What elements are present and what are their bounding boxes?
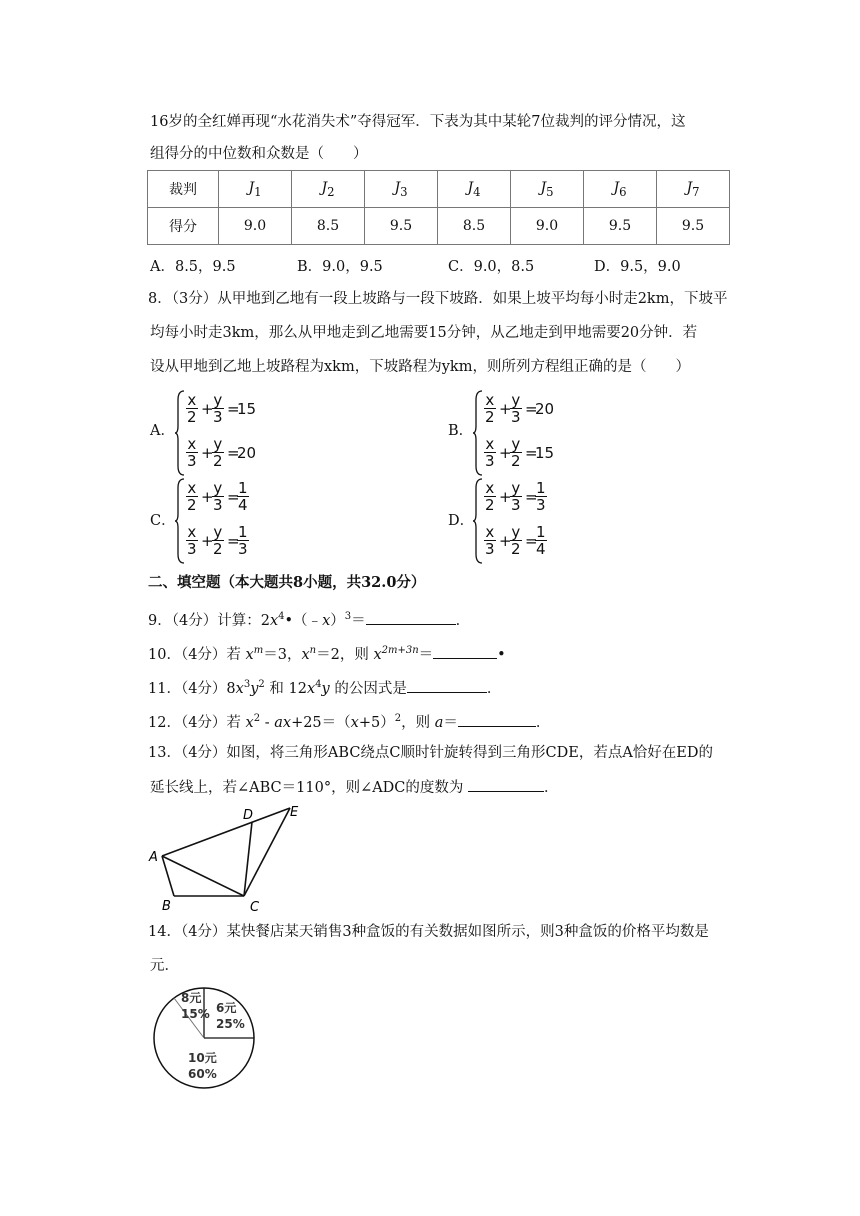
table-row	[148, 208, 730, 245]
answer-blank[interactable]	[407, 678, 487, 693]
q11-line: 11．（4分）$8x^3y^2$ 和 $12x^4y$ 的公因式是 ．	[148, 679, 502, 697]
fraction: $\frac{y}{3}$	[213, 391, 223, 426]
q8-option-b-label[interactable]: B．	[448, 423, 474, 439]
rhs-value: 20	[237, 444, 257, 462]
plus-sign: +	[499, 444, 512, 462]
answer-blank[interactable]	[458, 712, 536, 727]
q7-option-c[interactable]: C．9.0，8.5	[448, 259, 535, 275]
fraction: $\frac{y}{2}$	[213, 435, 223, 470]
point-label-a: A	[149, 850, 158, 865]
fraction: $\frac{x}{2}$	[485, 391, 495, 426]
fraction: $\frac{x}{2}$	[187, 479, 197, 514]
table-row	[148, 171, 730, 208]
score-table	[147, 170, 730, 245]
answer-blank[interactable]	[468, 777, 544, 792]
fraction: $\frac{x}{2}$	[187, 391, 197, 426]
rhs-value: 15	[535, 444, 555, 462]
q13-line1: 13．（4分）如图，将三角形ABC绕点C顺时针旋转得到三角形CDE，若点A恰好在ED的	[148, 745, 713, 761]
table-cell: $J_6$	[584, 171, 657, 208]
q14-line1: 14．（4分）某快餐店某天销售3种盒饭的有关数据如图所示，则3种盒饭的价格平均数是	[148, 924, 709, 940]
q7-option-b[interactable]: B．9.0，9.5	[297, 259, 383, 275]
answer-blank[interactable]	[366, 610, 456, 625]
fraction: $\frac{x}{3}$	[485, 523, 495, 558]
brace-icon	[472, 478, 484, 564]
table-cell: 8.5	[438, 208, 511, 245]
table-cell: $J_5$	[511, 171, 584, 208]
rhs-value: 20	[535, 400, 555, 418]
fraction: $\frac{x}{3}$	[187, 435, 197, 470]
q8-option-b-system[interactable]	[472, 390, 592, 476]
point-label-b: B	[162, 899, 171, 912]
table-cell: 裁判	[148, 171, 219, 208]
point-label-e: E	[290, 805, 299, 820]
point-label-d: D	[243, 808, 254, 823]
equals-sign: =	[525, 400, 538, 418]
fraction: $\frac{y}{3}$	[511, 479, 521, 514]
plus-sign: +	[499, 488, 512, 506]
fraction: $\frac{y}{2}$	[213, 523, 223, 558]
segment-ae	[162, 808, 290, 856]
plus-sign: +	[201, 444, 214, 462]
q8-option-a-label[interactable]: A．	[150, 423, 175, 439]
pie-pct-6: 25%	[216, 1017, 245, 1031]
q8-option-a-system[interactable]	[174, 390, 294, 476]
q7-option-d[interactable]: D．9.5，9.0	[594, 259, 681, 275]
segment-cd	[244, 822, 252, 896]
pie-label-10: 10元	[188, 1051, 217, 1065]
equals-sign: =	[227, 444, 240, 462]
answer-blank[interactable]	[433, 644, 497, 659]
brace-icon	[472, 390, 484, 476]
pie-pct-8: 15%	[181, 1007, 210, 1021]
fraction: $\frac{y}{3}$	[213, 479, 223, 514]
q12-line: 12．（4分）若 $x^2 - ax+25=(x+5)^2$，则 a＝ ．	[148, 713, 551, 731]
brace-icon	[174, 390, 186, 476]
q8-option-c-label[interactable]: C．	[150, 513, 176, 529]
table-cell: $J_3$	[365, 171, 438, 208]
q8-option-d-system[interactable]	[472, 478, 592, 564]
fraction: $\frac{1}{3}$	[238, 523, 248, 558]
equals-sign: =	[227, 532, 240, 550]
table-cell: 9.0	[219, 208, 292, 245]
fraction: $\frac{1}{4}$	[536, 523, 546, 558]
q8-option-d-label[interactable]: D．	[448, 513, 475, 529]
q8-option-c-system[interactable]	[174, 478, 294, 564]
equals-sign: =	[525, 488, 538, 506]
segment-ac	[162, 856, 244, 896]
brace-icon	[174, 478, 186, 564]
table-cell: 得分	[148, 208, 219, 245]
fraction: $\frac{x}{3}$	[485, 435, 495, 470]
q8-line3: 设从甲地到乙地上坡路程为xkm，下坡路程为ykm，则所列方程组正确的是（ ）	[150, 359, 690, 375]
equals-sign: =	[227, 488, 240, 506]
fraction: $\frac{1}{4}$	[238, 479, 248, 514]
point-label-c: C	[250, 900, 260, 912]
fraction: $\frac{1}{3}$	[536, 479, 546, 514]
table-cell: $J_7$	[657, 171, 730, 208]
q10-line: 10．（4分）若 $x^m=3$，$x^n=2$，则 $x^{2m+3n}=$ •	[148, 645, 506, 663]
table-cell: $J_4$	[438, 171, 511, 208]
q13-line2: 延长线上，若∠ABC＝110°，则∠ADC的度数为 ．	[150, 777, 559, 798]
table-cell: 9.5	[584, 208, 657, 245]
table-cell: 9.0	[511, 208, 584, 245]
plus-sign: +	[499, 532, 512, 550]
q8-line2: 均每小时走3km，那么从甲地走到乙地需要15分钟，从乙地走到甲地需要20分钟．若	[150, 325, 698, 341]
pie-label-8: 8元	[181, 991, 202, 1005]
fraction: $\frac{x}{2}$	[485, 479, 495, 514]
fraction: $\frac{x}{3}$	[187, 523, 197, 558]
plus-sign: +	[499, 400, 512, 418]
plus-sign: +	[201, 488, 214, 506]
triangle-diagram	[140, 800, 330, 912]
section-heading: 二、填空题（本大题共8小题，共32.0分）	[148, 574, 426, 591]
equals-sign: =	[525, 444, 538, 462]
table-cell: 9.5	[365, 208, 438, 245]
pie-pct-10: 60%	[188, 1067, 217, 1081]
equals-sign: =	[525, 532, 538, 550]
fraction: $\frac{y}{3}$	[511, 391, 521, 426]
q7-line1: 16岁的全红婵再现“水花消失术”夺得冠军．下表为其中某轮7位裁判的评分情况，这	[150, 114, 686, 130]
segment-ab	[162, 856, 174, 896]
table-cell: 9.5	[657, 208, 730, 245]
equals-sign: =	[227, 400, 240, 418]
q8-line1: 8．（3分）从甲地到乙地有一段上坡路与一段下坡路．如果上坡平均每小时走2km，下坡平	[148, 291, 728, 307]
pie-label-6: 6元	[216, 1001, 237, 1015]
q7-line2: 组得分的中位数和众数是（ ）	[150, 146, 368, 162]
pie-chart	[150, 986, 260, 1090]
fraction: $\frac{y}{2}$	[511, 435, 521, 470]
fraction: $\frac{y}{2}$	[511, 523, 521, 558]
table-cell: $J_2$	[292, 171, 365, 208]
plus-sign: +	[201, 400, 214, 418]
table-cell: 8.5	[292, 208, 365, 245]
q9-line: 9．（4分）计算：$2x^4•(﹣x)^3=$ ．	[148, 611, 471, 629]
rhs-value: 15	[237, 400, 257, 418]
plus-sign: +	[201, 532, 214, 550]
q14-line2: 元．	[150, 958, 179, 974]
table-cell: $J_1$	[219, 171, 292, 208]
q7-option-a[interactable]: A．8.5，9.5	[150, 259, 236, 275]
